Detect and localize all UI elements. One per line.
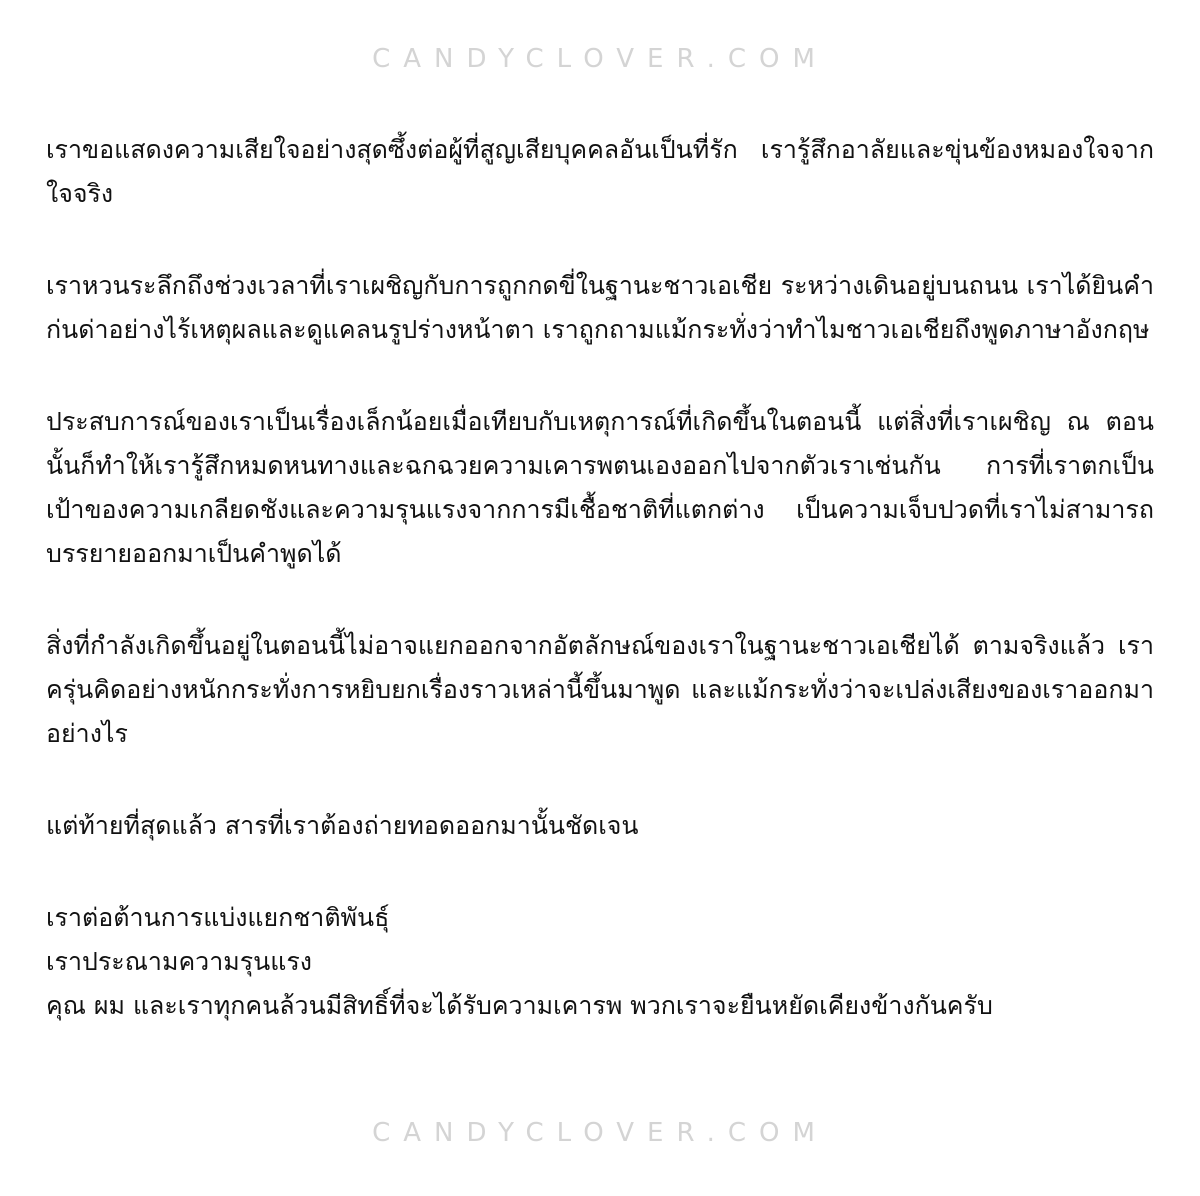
statement-body — [46, 128, 1154, 1028]
closing-line-violence: เราประณามความรุนแรง — [46, 947, 312, 976]
watermark-top: CANDYCLOVER.COM — [372, 44, 828, 74]
closing-line-respect: คุณ ผม และเราทุกคนล้วนมีสิทธิ์ที่จะได้รับความเคารพ พวกเราจะยืนหยัดเคียงข้างกันครับ — [46, 991, 993, 1020]
paragraph-experience: เราหวนระลึกถึงช่วงเวลาที่เราเผชิญกับการถูกกดขี่ในฐานะชาวเอเชีย ระหว่างเดินอยู่บนถนน เราได้ยินคำก่นด่าอย่างไร้เหตุผลและดูแคลนรูปร่างหน้าตา เราถูกถามแม้กระทั่งว่าทำไมชาวเอเชียถึงพูดภาษาอังกฤษ — [46, 271, 1154, 344]
closing-line-discrimination: เราต่อต้านการแบ่งแยกชาติพันธุ์ — [46, 903, 390, 932]
paragraph-condolence: เราขอแสดงความเสียใจอย่างสุดซึ้งต่อผู้ที่สูญเสียบุคคลอันเป็นที่รัก เรารู้สึกอาลัยและขุ่นข้องหมองใจจากใจจริง — [46, 135, 1154, 208]
paragraph-message: แต่ท้ายที่สุดแล้ว สารที่เราต้องถ่ายทอดออกมานั้นชัดเจน — [46, 811, 639, 840]
closing-statements — [46, 896, 1154, 1028]
paragraph-identity: สิ่งที่กำลังเกิดขึ้นอยู่ในตอนนี้ไม่อาจแยกออกจากอัตลักษณ์ของเราในฐานะชาวเอเชียได้ ตามจริงแล้ว เราครุ่นคิดอย่างหนักกระทั่งการหยิบยกเรื่องราวเหล่านี้ขึ้นมาพูด และแม้กระทั่งว่าจะเปล่งเสียงของเราออกมาอย่างไร — [46, 631, 1154, 748]
paragraph-pain: ประสบการณ์ของเราเป็นเรื่องเล็กน้อยเมื่อเทียบกับเหตุการณ์ที่เกิดขึ้นในตอนนี้ แต่สิ่งที่เราเผชิญ ณ ตอนนั้นก็ทำให้เรารู้สึกหมดหนทางและฉกฉวยความเคารพตนเองออกไปจากตัวเราเช่นกัน การที่เราตกเป็นเป้าของความเกลียดชังและความรุนแรงจากการมีเชื้อชาติที่แตกต่าง เป็นความเจ็บปวดที่เราไม่สามารถบรรยายออกมาเป็นคำพูดได้ — [46, 407, 1154, 568]
watermark-bottom: CANDYCLOVER.COM — [372, 1118, 828, 1148]
